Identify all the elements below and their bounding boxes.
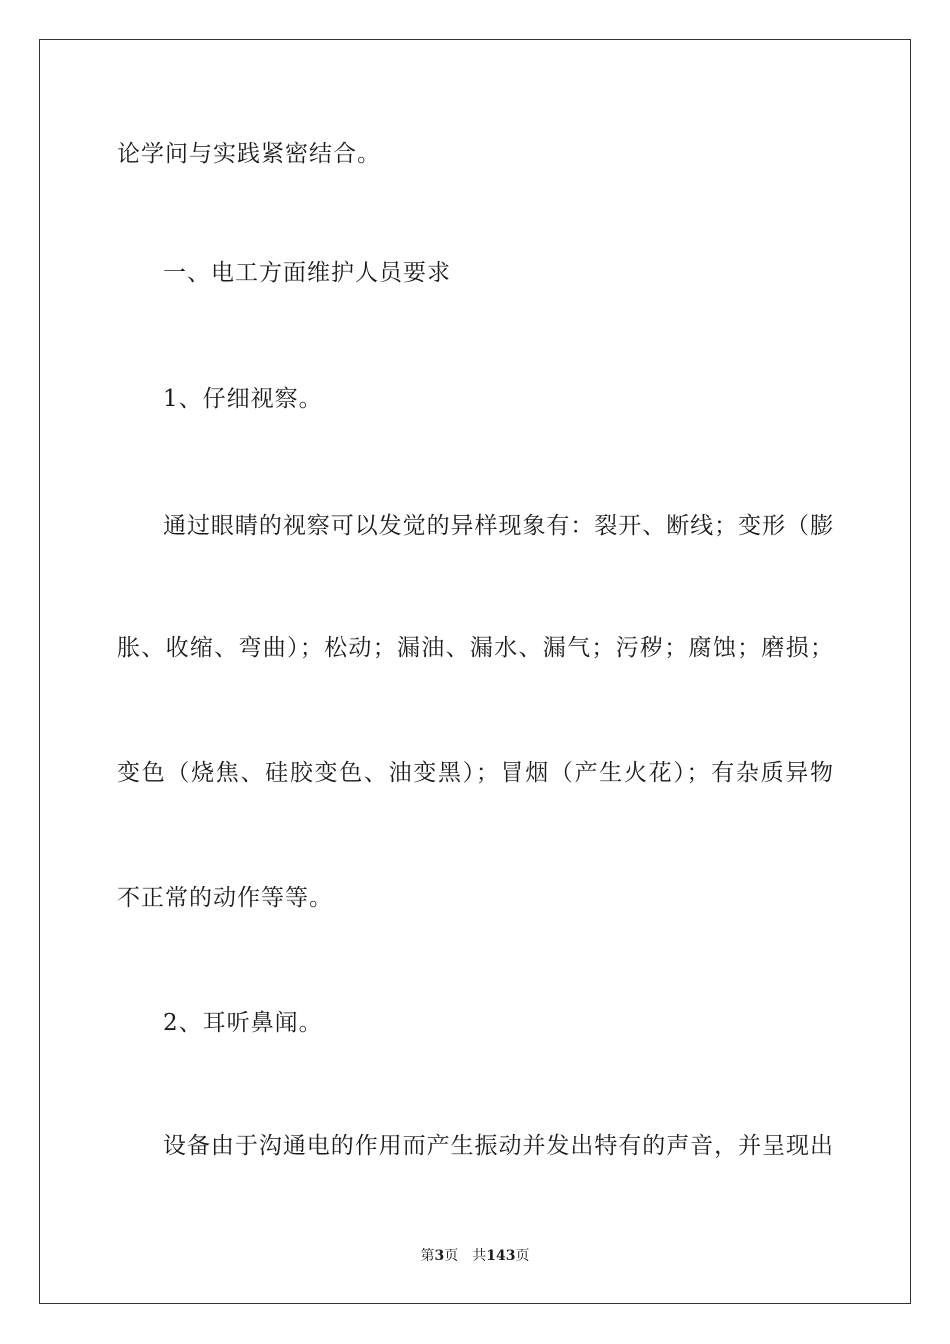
subsection-heading: 2、耳听鼻闻。 [163, 1010, 323, 1036]
paragraph-line: 设备由于沟通电的作用而产生振动并发出特有的声音，并呈现出 [163, 1133, 833, 1159]
subsection-heading: 1、仔细视察。 [163, 386, 323, 412]
total-pages: 143 [486, 1248, 516, 1264]
paragraph-line: 通过眼睛的视察可以发觉的异样现象有：裂开、断线；变形（膨 [163, 513, 833, 539]
page-suffix: 页 [444, 1248, 459, 1264]
paragraph-line: 胀、收缩、弯曲）；松动；漏油、漏水、漏气；污秽；腐蚀；磨损； [117, 635, 833, 661]
total-prefix: 共 [472, 1248, 487, 1264]
section-heading: 一、电工方面维护人员要求 [163, 260, 451, 286]
total-suffix: 页 [515, 1248, 530, 1264]
page-prefix: 第 [420, 1248, 435, 1264]
paragraph-line: 变色（烧焦、硅胶变色、油变黑）；冒烟（产生火花）；有杂质异物 [117, 760, 833, 786]
paragraph-line: 不正常的动作等等。 [117, 885, 333, 911]
page-border [39, 39, 911, 1304]
page-number: 3 [434, 1248, 445, 1264]
paragraph-line: 论学问与实践紧密结合。 [117, 141, 381, 167]
page-footer [0, 1247, 950, 1265]
